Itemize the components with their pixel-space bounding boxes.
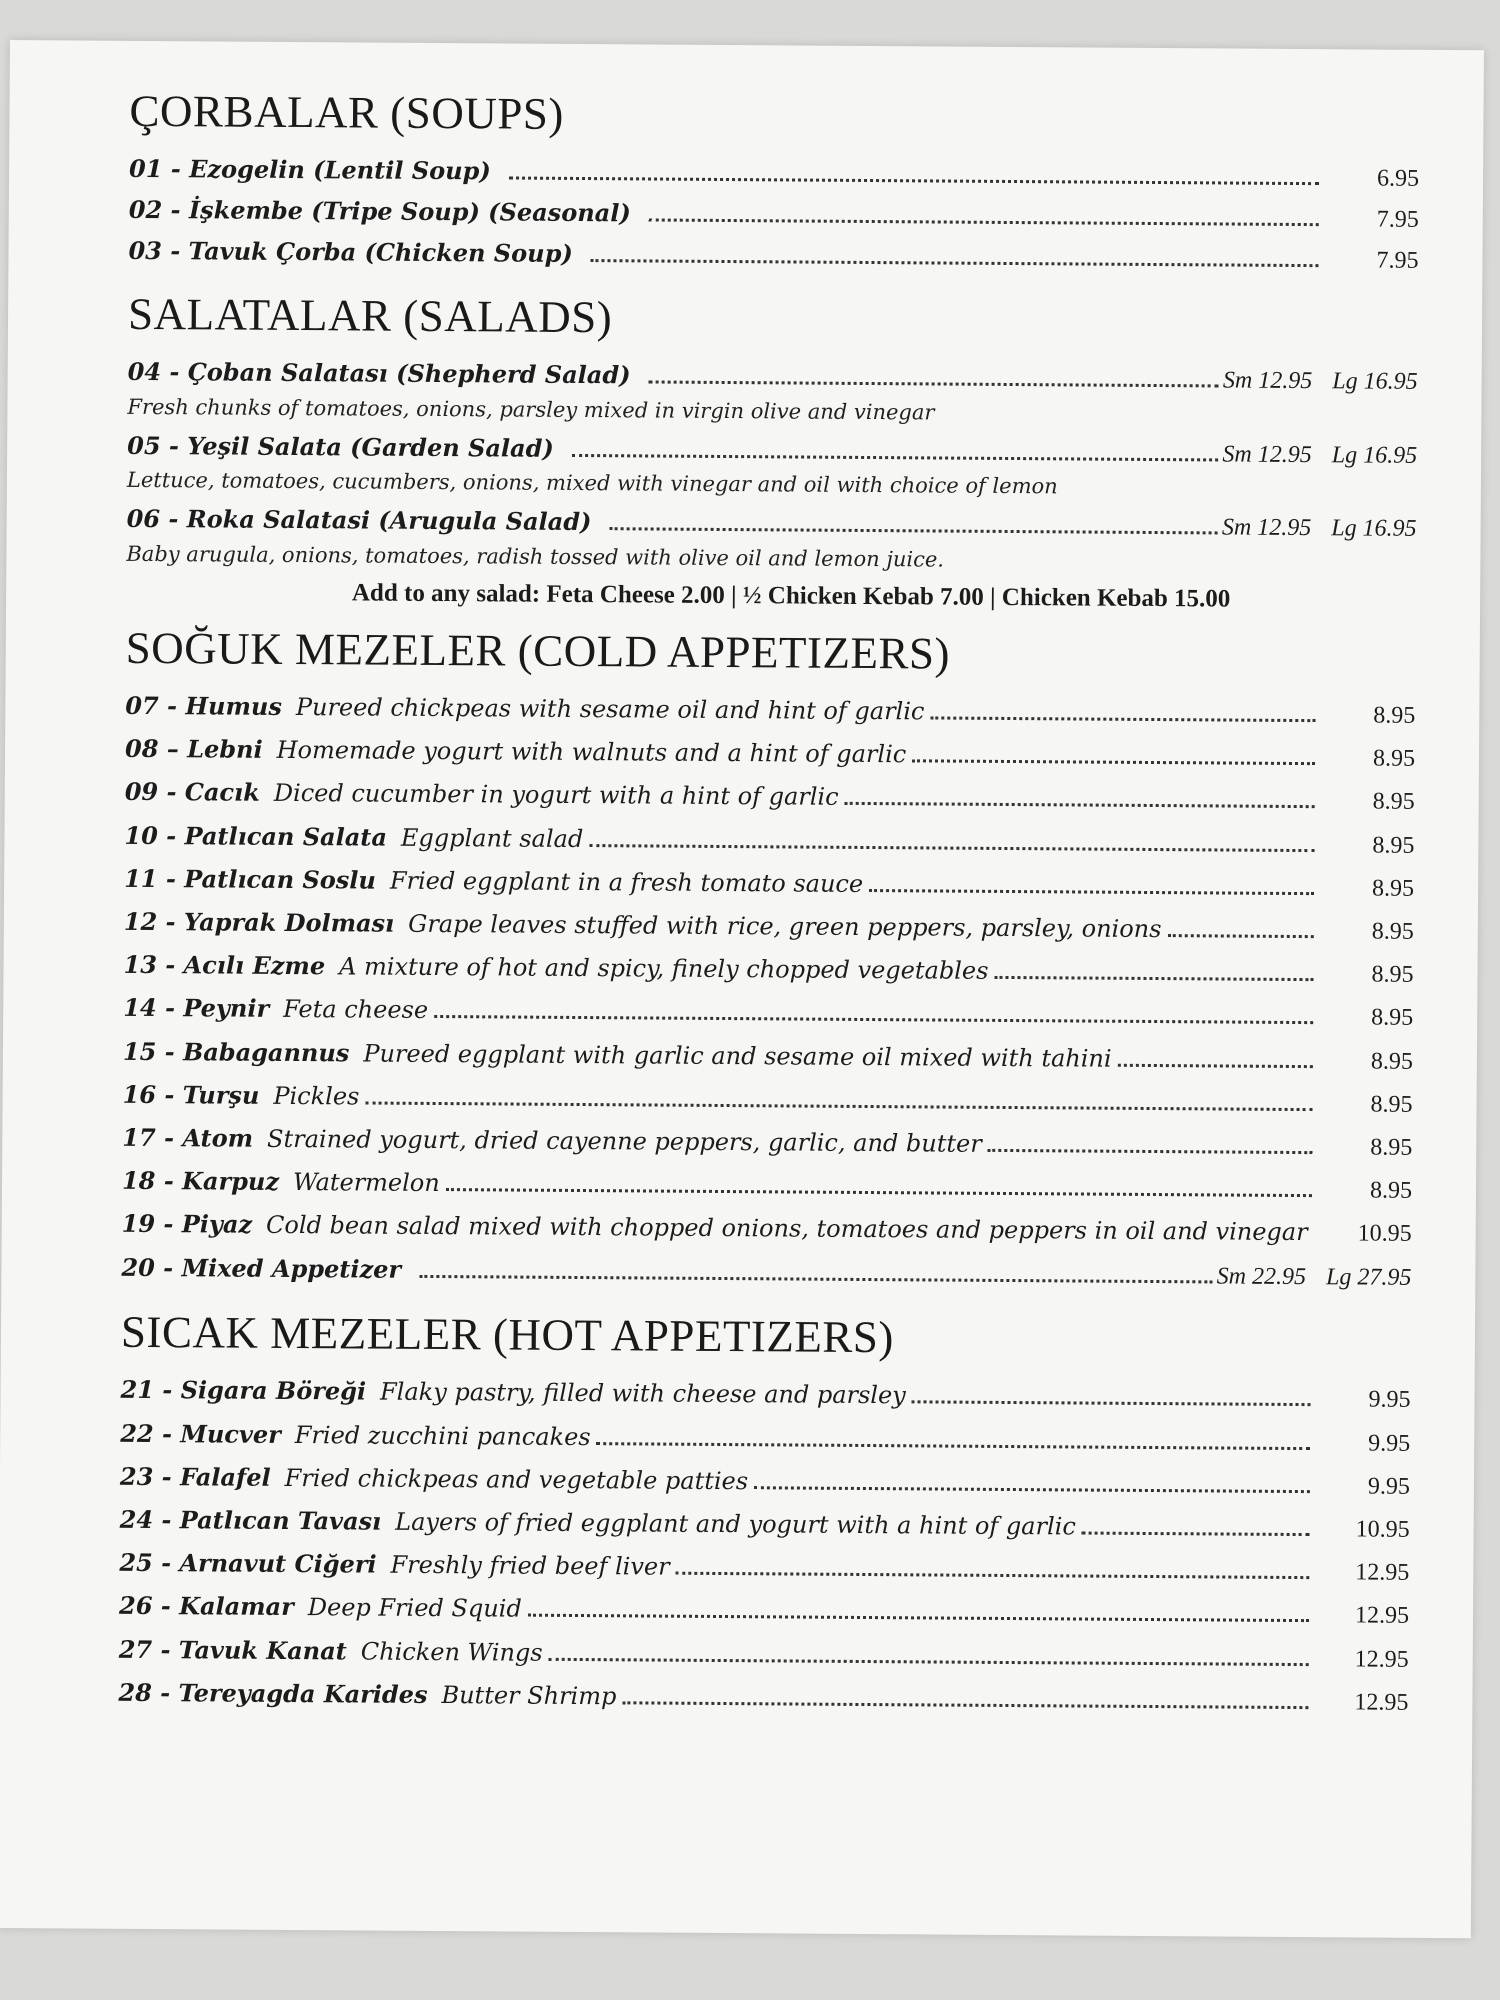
- menu-item-description: Strained yogurt, dried cayenne peppers, garlic, and butter: [267, 1124, 982, 1158]
- menu-content: [118, 87, 1419, 1742]
- menu-item-price: 8.95: [1372, 875, 1415, 902]
- menu-item-name: 17 - Atom: [122, 1122, 254, 1153]
- salads-list: [126, 351, 1418, 581]
- dot-leader: [622, 1700, 1308, 1709]
- menu-item-price: 10.95: [1357, 1220, 1412, 1248]
- menu-item-price: 12.95: [1354, 1645, 1409, 1673]
- dot-leader: [754, 1485, 1310, 1493]
- menu-item-description: A mixture of hot and spicy, finely chopped vegetables: [339, 952, 989, 986]
- menu-item-row: [128, 230, 1418, 280]
- menu-item-description: Cold bean salad mixed with chopped onions, tomatoes and peppers in oil and vinegar: [265, 1211, 1308, 1247]
- menu-item: [127, 351, 1417, 434]
- dot-leader: [446, 1187, 1312, 1197]
- menu-item-name: 21 - Sigara Böreği: [120, 1375, 367, 1406]
- menu-item-price: 12.95: [1355, 1559, 1410, 1586]
- menu-item-price: 8.95: [1370, 1048, 1413, 1075]
- section-cold-appetizers: [121, 623, 1416, 1298]
- menu-item-name: 10 - Patlıcan Salata: [124, 820, 388, 852]
- menu-item-description: Grape leaves stuffed with rice, green peppers, parsley, onions: [408, 909, 1162, 944]
- menu-item-price-large: Lg 16.95: [1332, 368, 1418, 395]
- menu-item-name: 03 - Tavuk Çorba (Chicken Soup): [128, 235, 573, 268]
- dot-leader: [912, 1400, 1311, 1407]
- menu-item-description: Flaky pastry, filled with cheese and parsley: [379, 1377, 906, 1410]
- menu-item-price: 8.95: [1371, 961, 1414, 989]
- menu-item-price: 6.95: [1376, 165, 1420, 192]
- menu-item-description: Eggplant salad: [400, 823, 584, 853]
- menu-item-price-small: Sm 12.95: [1221, 514, 1312, 542]
- menu-item-price: 8.95: [1370, 1134, 1413, 1161]
- menu-item-price: 7.95: [1376, 247, 1419, 274]
- section-salads: [126, 289, 1418, 614]
- menu-item-price: 8.95: [1370, 1091, 1413, 1118]
- menu-item-price: 12.95: [1354, 1689, 1409, 1716]
- menu-item-description: Watermelon: [292, 1168, 440, 1198]
- section-title-soups: ÇORBALAR (SOUPS): [129, 85, 565, 139]
- menu-item-name: 01 - Ezogelin (Lentil Soup): [129, 153, 491, 185]
- section-title-salads: SALATALAR (SALADS): [127, 288, 613, 342]
- menu-sheet: [0, 40, 1484, 1938]
- section-hot-appetizers: [118, 1308, 1411, 1724]
- dot-leader: [1082, 1530, 1310, 1536]
- dot-leader: [676, 1571, 1310, 1579]
- menu-item-price: 12.95: [1354, 1602, 1410, 1630]
- menu-item-description: Lettuce, tomatoes, cucumbers, onions, mixed with vinegar and oil with choice of lemon: [126, 467, 1058, 499]
- dot-leader: [509, 175, 1319, 185]
- menu-item-description: Homemade yogurt with walnuts and a hint of garlic: [276, 736, 907, 769]
- dot-leader: [591, 258, 1319, 267]
- dot-leader: [549, 1656, 1309, 1665]
- menu-item-row: [121, 1246, 1411, 1298]
- menu-item-description: Diced cucumber in yogurt with a hint of garlic: [273, 779, 839, 812]
- menu-item-description: Fried chickpeas and vegetable patties: [284, 1463, 749, 1495]
- dot-leader: [912, 759, 1315, 766]
- menu-item-name: 06 - Roka Salatasi (Arugula Salad): [126, 503, 592, 537]
- menu-item: [118, 1672, 1408, 1724]
- menu-item-price: 7.95: [1376, 206, 1419, 233]
- menu-item-name: 26 - Kalamar: [118, 1591, 294, 1622]
- dot-leader: [1118, 1062, 1313, 1067]
- menu-item-name: 24 - Patlıcan Tavası: [119, 1504, 382, 1536]
- menu-item: [126, 498, 1416, 581]
- menu-item-description: Pickles: [273, 1081, 360, 1111]
- dot-leader: [869, 888, 1314, 895]
- menu-item-name: 25 - Arnavut Ciğeri: [119, 1547, 377, 1579]
- dot-leader: [930, 715, 1315, 722]
- menu-item-description: Fresh chunks of tomatoes, onions, parsley mixed in virgin olive and vinegar: [127, 394, 935, 424]
- menu-item-price: 9.95: [1368, 1386, 1411, 1414]
- menu-item-description: Feta cheese: [283, 995, 429, 1025]
- menu-item-name: 27 - Tavuk Kanat: [118, 1634, 347, 1665]
- menu-item-description: Pureed chickpeas with sesame oil and hint of garlic: [295, 693, 925, 726]
- menu-item-description: Fried zucchini pancakes: [294, 1420, 591, 1451]
- dot-leader: [528, 1613, 1309, 1622]
- menu-item-description: Layers of fried eggplant and yogurt with a hint of garlic: [395, 1507, 1076, 1541]
- menu-item-name: 13 - Acılı Ezme: [123, 950, 326, 981]
- menu-item-price-small: Sm 12.95: [1222, 440, 1312, 468]
- menu-item-name: 19 - Piyaz: [121, 1209, 253, 1240]
- menu-item-description: Chicken Wings: [360, 1637, 543, 1667]
- menu-item-name: 14 - Peynir: [123, 993, 270, 1024]
- menu-item-name: 09 - Cacık: [124, 777, 260, 808]
- menu-item: [128, 230, 1418, 280]
- menu-item-name: 23 - Falafel: [119, 1461, 271, 1492]
- menu-item-name: 18 - Karpuz: [121, 1166, 280, 1197]
- menu-item-description: Freshly fried beef liver: [390, 1550, 670, 1581]
- menu-item-name: 02 - İşkembe (Tripe Soup) (Seasonal): [128, 194, 631, 227]
- section-title-cold-appetizers: SOĞUK MEZELER (COLD APPETIZERS): [125, 622, 951, 679]
- menu-item-price: 9.95: [1367, 1473, 1411, 1500]
- menu-item-name: 08 – Lebni: [124, 734, 263, 764]
- section-title-hot-appetizers: SICAK MEZELER (HOT APPETIZERS): [120, 1306, 895, 1363]
- dot-leader: [434, 1014, 1313, 1024]
- menu-item-price: 8.95: [1373, 702, 1416, 729]
- menu-item-price: 8.95: [1372, 832, 1415, 859]
- menu-item-price: 8.95: [1369, 1177, 1413, 1205]
- dot-leader: [572, 452, 1219, 461]
- dot-leader: [609, 526, 1218, 534]
- menu-item-price: 8.95: [1371, 1004, 1414, 1032]
- menu-item-name: 28 - Tereyagda Karides: [118, 1677, 428, 1709]
- menu-item-name: 20 - Mixed Appetizer: [121, 1252, 402, 1284]
- dot-leader: [845, 801, 1315, 808]
- menu-item-name: 04 - Çoban Salatası (Shepherd Salad): [127, 356, 631, 390]
- menu-item-name: 11 - Patlıcan Soslu: [124, 863, 376, 895]
- menu-item-description: Deep Fried Squid: [307, 1593, 522, 1623]
- menu-item-description: Pureed eggplant with garlic and sesame oil mixed with tahini: [363, 1039, 1112, 1073]
- dot-leader: [649, 217, 1319, 226]
- dot-leader: [988, 1148, 1313, 1154]
- menu-item-price-small: Sm 12.95: [1222, 367, 1313, 395]
- menu-item-price: 10.95: [1355, 1516, 1410, 1543]
- dot-leader: [365, 1100, 1312, 1111]
- menu-item-price: 9.95: [1368, 1430, 1411, 1457]
- dot-leader: [597, 1441, 1311, 1450]
- menu-item-name: 15 - Babagannus: [122, 1036, 350, 1068]
- menu-item-description: Fried eggplant in a fresh tomato sauce: [389, 866, 864, 898]
- menu-item-name: 12 - Yaprak Dolması: [123, 906, 395, 938]
- section-soups: [128, 87, 1419, 281]
- soups-list: [128, 148, 1419, 280]
- menu-item-description: Baby arugula, onions, tomatoes, radish tossed with olive oil and lemon juice.: [126, 541, 945, 572]
- dot-leader: [648, 379, 1218, 387]
- dot-leader: [1167, 933, 1313, 938]
- menu-item-name: 16 - Turşu: [122, 1079, 260, 1110]
- menu-item: [127, 424, 1417, 507]
- menu-item-price: 8.95: [1372, 788, 1415, 816]
- menu-item-price-large: Lg 16.95: [1331, 441, 1418, 469]
- menu-item-price: 8.95: [1372, 745, 1416, 773]
- menu-item-price-large: Lg 16.95: [1331, 515, 1417, 542]
- menu-item-name: 07 - Humus: [125, 690, 283, 721]
- menu-item-row: [118, 1672, 1408, 1724]
- menu-item-price-small: Sm 22.95: [1216, 1263, 1307, 1290]
- hot-appetizers-list: [118, 1369, 1410, 1724]
- dot-leader: [419, 1274, 1213, 1284]
- menu-item-name: 05 - Yeşil Salata (Garden Salad): [127, 430, 554, 463]
- menu-item-description: Butter Shrimp: [441, 1680, 617, 1711]
- dot-leader: [994, 975, 1313, 981]
- menu-item-price: 8.95: [1371, 918, 1414, 945]
- menu-item-price-large: Lg 27.95: [1325, 1263, 1412, 1291]
- menu-item: [121, 1246, 1411, 1298]
- cold-appetizers-list: [121, 685, 1415, 1299]
- menu-item-name: 22 - Mucver: [120, 1418, 281, 1449]
- dot-leader: [589, 843, 1314, 852]
- salad-addon-note: Add to any salad: Feta Cheese 2.00 | ½ Chicken Kebab 7.00 | Chicken Kebab 15.00: [351, 578, 1231, 613]
